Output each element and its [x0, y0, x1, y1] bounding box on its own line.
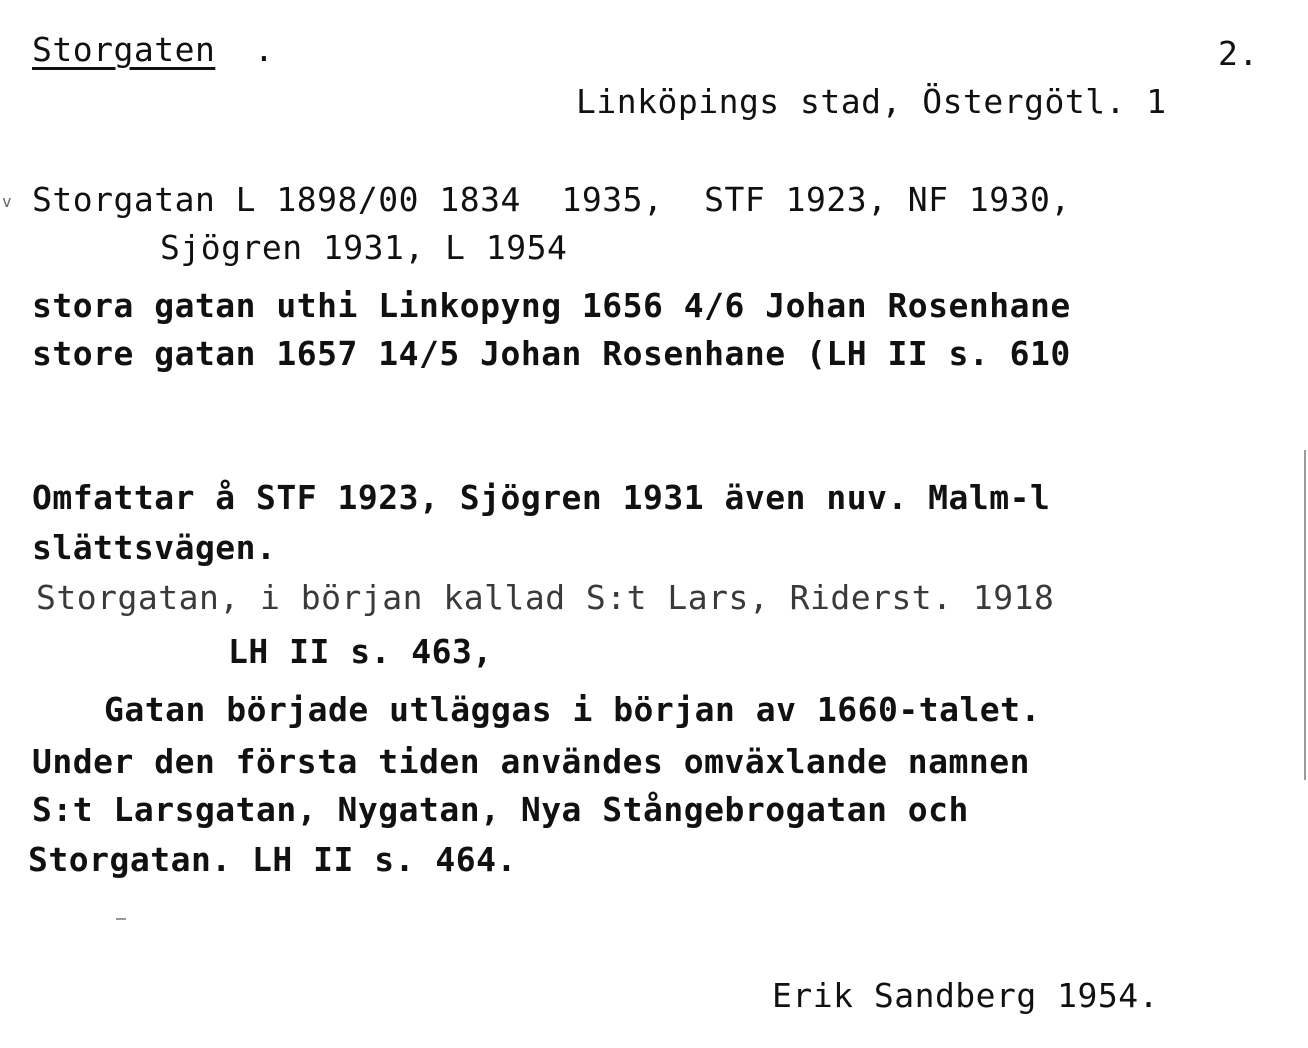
note-line-3: Storgatan, i början kallad S:t Lars, Riderst. 1918 [36, 578, 1055, 617]
stray-mark [116, 918, 126, 920]
history-line-3: S:t Larsgatan, Nygatan, Nya Stångebrogatan och [32, 790, 969, 829]
historical-line-1: stora gatan uthi Linkopyng 1656 4/6 Johan Rosenhane [32, 286, 1071, 325]
signature: Erik Sandberg 1954. [772, 976, 1159, 1015]
history-line-4: Storgatan. LH II s. 464. [28, 840, 517, 879]
reference-line-1: Storgatan L 1898/00 1834 1935, STF 1923, NF 1930, [32, 180, 1071, 219]
card-edge-line [1304, 450, 1306, 780]
card-title-dot: . [254, 30, 275, 69]
page-number: 2. [1218, 34, 1259, 73]
history-line-1: Gatan började utläggas i början av 1660-talet. [104, 690, 1041, 729]
note-line-2: slättsvägen. [32, 528, 277, 567]
note-line-4: LH II s. 463, [228, 632, 493, 671]
location-line: Linköpings stad, Östergötl. 1 [576, 82, 1167, 121]
margin-mark: v [2, 192, 12, 211]
historical-line-2: store gatan 1657 14/5 Johan Rosenhane (LH II s. 610 [32, 334, 1071, 373]
card-title: Storgaten [32, 30, 216, 69]
reference-line-2: Sjögren 1931, L 1954 [160, 228, 568, 267]
note-line-1: Omfattar å STF 1923, Sjögren 1931 även nuv. Malm-l [32, 478, 1051, 517]
history-line-2: Under den första tiden användes omväxlande namnen [32, 742, 1031, 781]
